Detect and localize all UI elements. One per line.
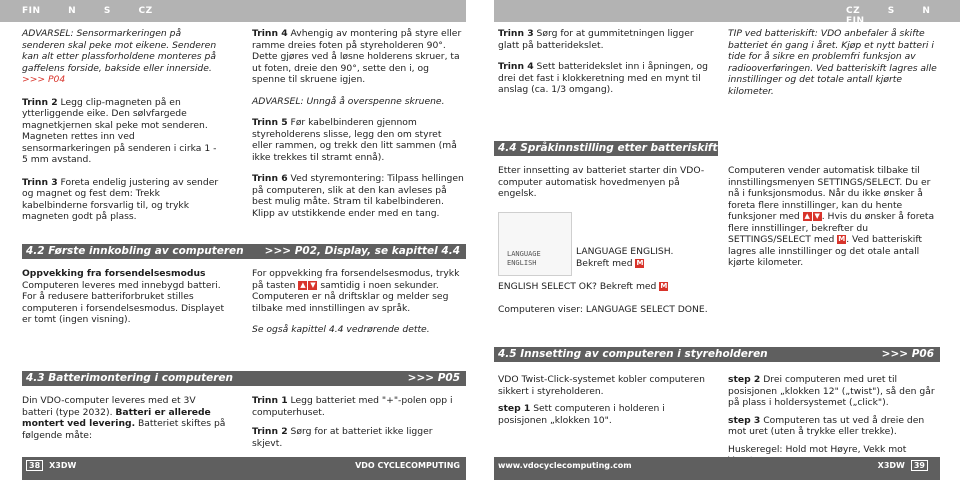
warning-note: ADVARSEL: Sensormarkeringen på senderen skal peke mot eikene. Senderen kan alt etter plassforholdene monteres på gaffelens forside, bakside eller innerside. >>> P04 [22,28,217,85]
lang-tab: S [887,6,895,16]
down-button-icon: ▼ [310,280,316,289]
column-3 [498,28,710,96]
page-number: 38 [26,460,43,471]
step-2: step 2 Drei computeren med uret til posisjonen „klokken 12" („twist"), så den går på plass i holdersystemet („click"). [728,374,935,408]
m-button-icon: M [660,282,668,290]
section-title: 4.2 Første innkobling av computeren [26,245,244,257]
lang-tab: CZ [138,6,153,16]
section-4-2-header [22,244,466,259]
step-1: Trinn 1 Legg batteriet med "+"-polen opp i computerhuset. [252,395,453,418]
lang-tab: N [922,6,931,16]
step-6: Trinn 6 Ved styremontering: Tilpass hellingen på computeren, slik at den kan avleses på best mulig måte. Stram til kabelbinderen. Klipp av utstikkende ender med en tang. [252,173,464,219]
section-ref: >>> P02, Display, se kapittel 4.4 [264,245,460,257]
subheading: Oppvekking fra forsendelsesmodus [22,268,206,279]
section-4-3-left: Din VDO-computer leveres med et 3V batteri (type 2032). Batteri er allerede montert ved levering. Batteriet skiftes på følgende måte: [22,395,226,441]
column-4-tip: TIP ved batteriskift: VDO anbefaler å skifte batteriet én gang i året. Kjøp et nytt batteri i tide for å sikre en problemfri funksjon av radiooverføringen. Ved batteriskift lagres alle innstillinger og det totale antall kjørte kilometer. [728,28,937,97]
m-button-icon: M [636,258,644,267]
lang-tab: FIN [846,16,865,26]
column-1 [22,28,222,223]
lcd-caption: LANGUAGE ENGLISH. Bekreft med M [576,246,674,269]
lang-tab: N [68,6,77,16]
column-2 [252,28,464,219]
step-2: Trinn 2 Legg clip-magneten på en ytterliggende eike. Den sølvfargede magnetkjernen skal peke mot senderen. Magneten rettes inn ved sensormarkeringen på senderen i cirka 1 - 5 mm avstand. [22,96,217,165]
brand-text: VDO CYCLECOMPUTING [355,461,460,470]
memory-rule: Huskeregel: Hold mot Høyre, Vekk mot [728,443,907,455]
section-4-2-right [252,268,464,336]
section-4-5-header [494,347,940,362]
section-4-4-header [494,141,725,156]
up-button-icon: ▲ [300,280,306,289]
language-tabs-left [22,6,177,16]
lang-tab: CZ [846,6,861,16]
page-ref: >>> P04 [22,74,66,85]
step-3: step 3 Computeren tas ut ved å dreie den mot uret (uten å trykke eller trekke). [728,414,925,437]
see-also-note: Se også kapittel 4.4 vedrørende dette. [252,324,430,335]
section-ref: >>> P05 [407,372,460,384]
lcd-text-line2: ENGLISH [507,259,537,267]
step-2: Trinn 2 Sørg for at batteriet ikke ligger skjevt. [252,426,433,449]
section-4-4-left: Etter innsetting av batteriet starter din VDO-computer automatisk hovedmenyen på engelsk. [498,165,705,199]
section-4-3-header [22,371,466,386]
step-1: step 1 Sett computeren i holderen i posisjonen „klokken 10". [498,403,665,426]
model-name: X3DW [877,461,905,470]
section-title: 4.4 Språkinnstilling etter batteriskifte [498,142,725,154]
website-link[interactable]: www.vdocyclecomputing.com [498,461,632,470]
section-4-2-left: Oppvekking fra forsendelsesmodus Computeren leveres med innebygd batteri. For å redusere batteriforbruket stilles computeren i forsendelsesmodus. Displayet er tomt (ingen visning). [22,268,227,326]
lang-tab: FIN [22,6,41,16]
section-title: 4.5 Innsetting av computeren i styreholderen [498,348,768,360]
section-4-5-left: VDO Twist-Click-systemet kobler computeren sikkert i styreholderen. step 1 Sett computeren i holderen i posisjonen „klokken 10". [498,374,710,426]
up-button-icon: ▲ [804,212,810,220]
wake-up-text: For oppvekking fra forsendelsesmodus, trykk på tasten ▲ ▼ samtidig i noen sekunder. Computeren er nå driftsklar og melder seg tilbake med innstillingen av språk. [252,268,460,314]
step-3: Trinn 3 Foreta endelig justering av sender og magnet og fest dem: Trekk kabelbinderne forsvarlig til, og trykk magneten godt på plass. [22,176,219,222]
section-title: 4.3 Batterimontering i computeren [26,372,234,384]
section-ref: >>> P06 [881,348,934,360]
footer-left-page-info [26,458,76,473]
section-4-3-right [252,395,464,449]
step-3: Trinn 3 Sørg for at gummitetningen ligger glatt på batteridekslet. [498,28,694,51]
down-button-icon: ▼ [814,212,820,220]
m-button-icon: M [838,235,846,243]
section-4-4-left-lower: ENGLISH SELECT OK? Bekreft med M Computeren viser: LANGUAGE SELECT DONE. [498,281,708,315]
model-name: X3DW [49,461,77,470]
warning-note: ADVARSEL: Unngå å overspenne skruene. [252,95,445,107]
footer-right [494,457,940,480]
lcd-display-image [498,212,572,276]
section-4-4-right: Computeren vender automatisk tilbake til innstillingsmenyen SETTINGS/SELECT. Du er nå i funksjonsmodus. Når du ikke ønsker å foreta flere innstillinger, kan du hente funksjoner med ▲ ▼ . Hvis du ønsker å foreta flere innstillinger, bekrefter du SETTINGS/SELECT med M. Ved batteriskift lagres alle innstillinger og det otale antall kjørte kilometer. [728,165,935,268]
footer-right-page-info [878,458,934,473]
step-5: Trinn 5 Før kabelbinderen gjennom styreholderens slisse, legg den om styret eller rammen, og trekk den litt sammen (må ikke trekkes til stramt ennå). [252,117,457,163]
lcd-text-line1: LANGUAGE [507,250,541,258]
step-4: Trinn 4 Avhengig av montering på styre eller ramme dreies foten på styreholderen 90°. Dette gjøres ved å løsne holderens skruer, ta ut foten, dreie den 90°, sette den i, og spenne til skruene igjen. [252,28,462,85]
page-number: 39 [911,460,928,471]
step-4: Trinn 4 Sett batteridekslet inn i åpningen, og drei det fast i klokkeretning med en mynt til anslag (ca. 1/3 omgang). [498,61,708,95]
footer-left [22,457,466,480]
lang-tab: S [103,6,111,16]
language-tabs-right [846,6,960,26]
section-4-5-right [728,374,940,467]
